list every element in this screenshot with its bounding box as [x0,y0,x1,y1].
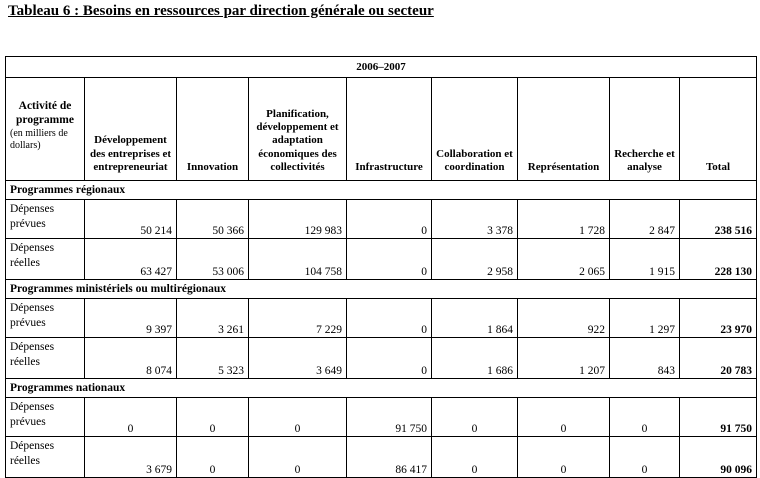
value-cell: 0 [347,200,432,239]
col-header-collaboration: Collaboration et coordination [432,78,518,181]
value-cell: 129 983 [249,200,347,239]
section-heading: Programmes nationaux [6,379,757,398]
value-cell: 0 [249,437,347,478]
row-label: Dépenses réelles [6,437,85,478]
row-label: Dépenses réelles [6,338,85,379]
value-cell: 0 [347,299,432,338]
value-cell: 0 [177,437,249,478]
col-header-planification: Planification, développement et adaptation économiques des collectivités [249,78,347,181]
total-cell: 228 130 [680,239,757,280]
value-cell: 0 [518,437,610,478]
activity-header [6,78,85,181]
value-cell: 0 [347,338,432,379]
col-header-developpement: Développement des entreprises et entrepreneuriat [85,78,177,181]
value-cell: 0 [177,398,249,437]
activity-header-line2: programme [16,114,74,126]
section-row [6,181,757,200]
value-cell: 2 065 [518,239,610,280]
value-cell: 7 229 [249,299,347,338]
table-row [6,338,757,379]
row-label: Dépenses réelles [6,239,85,280]
table-row [6,239,757,280]
value-cell: 0 [85,398,177,437]
value-cell: 1 297 [610,299,680,338]
value-cell: 0 [432,398,518,437]
value-cell: 2 847 [610,200,680,239]
col-header-infrastructure: Infrastructure [347,78,432,181]
table-row [6,200,757,239]
section-row [6,379,757,398]
value-cell: 1 207 [518,338,610,379]
value-cell: 922 [518,299,610,338]
value-cell: 50 366 [177,200,249,239]
value-cell: 3 679 [85,437,177,478]
period-header: 2006–2007 [6,57,757,78]
resource-table [5,56,757,478]
total-cell: 23 970 [680,299,757,338]
units-note: (en milliers de dollars) [10,127,68,151]
table-title: Tableau 6 : Besoins en ressources par direction générale ou secteur [8,3,434,19]
value-cell: 53 006 [177,239,249,280]
value-cell: 843 [610,338,680,379]
table-row [6,299,757,338]
value-cell: 50 214 [85,200,177,239]
value-cell: 0 [610,398,680,437]
value-cell: 1 728 [518,200,610,239]
value-cell: 0 [610,437,680,478]
section-heading: Programmes régionaux [6,181,757,200]
total-cell: 238 516 [680,200,757,239]
col-header-total: Total [680,78,757,181]
total-cell: 91 750 [680,398,757,437]
value-cell: 3 378 [432,200,518,239]
value-cell: 0 [432,437,518,478]
value-cell: 2 958 [432,239,518,280]
table-row [6,398,757,437]
row-label: Dépenses prévues [6,299,85,338]
value-cell: 3 649 [249,338,347,379]
total-cell: 90 096 [680,437,757,478]
table-row [6,437,757,478]
col-header-representation: Représentation [518,78,610,181]
value-cell: 9 397 [85,299,177,338]
col-header-innovation: Innovation [177,78,249,181]
value-cell: 1 686 [432,338,518,379]
row-label: Dépenses prévues [6,398,85,437]
value-cell: 104 758 [249,239,347,280]
value-cell: 3 261 [177,299,249,338]
activity-header-line1: Activité de [18,100,72,113]
value-cell: 8 074 [85,338,177,379]
row-label: Dépenses prévues [6,200,85,239]
value-cell: 5 323 [177,338,249,379]
value-cell: 91 750 [347,398,432,437]
total-cell: 20 783 [680,338,757,379]
value-cell: 63 427 [85,239,177,280]
value-cell: 1 864 [432,299,518,338]
value-cell: 1 915 [610,239,680,280]
section-heading: Programmes ministériels ou multirégionaux [6,280,757,299]
value-cell: 0 [518,398,610,437]
value-cell: 86 417 [347,437,432,478]
value-cell: 0 [347,239,432,280]
section-row [6,280,757,299]
value-cell: 0 [249,398,347,437]
col-header-recherche: Recherche et analyse [610,78,680,181]
